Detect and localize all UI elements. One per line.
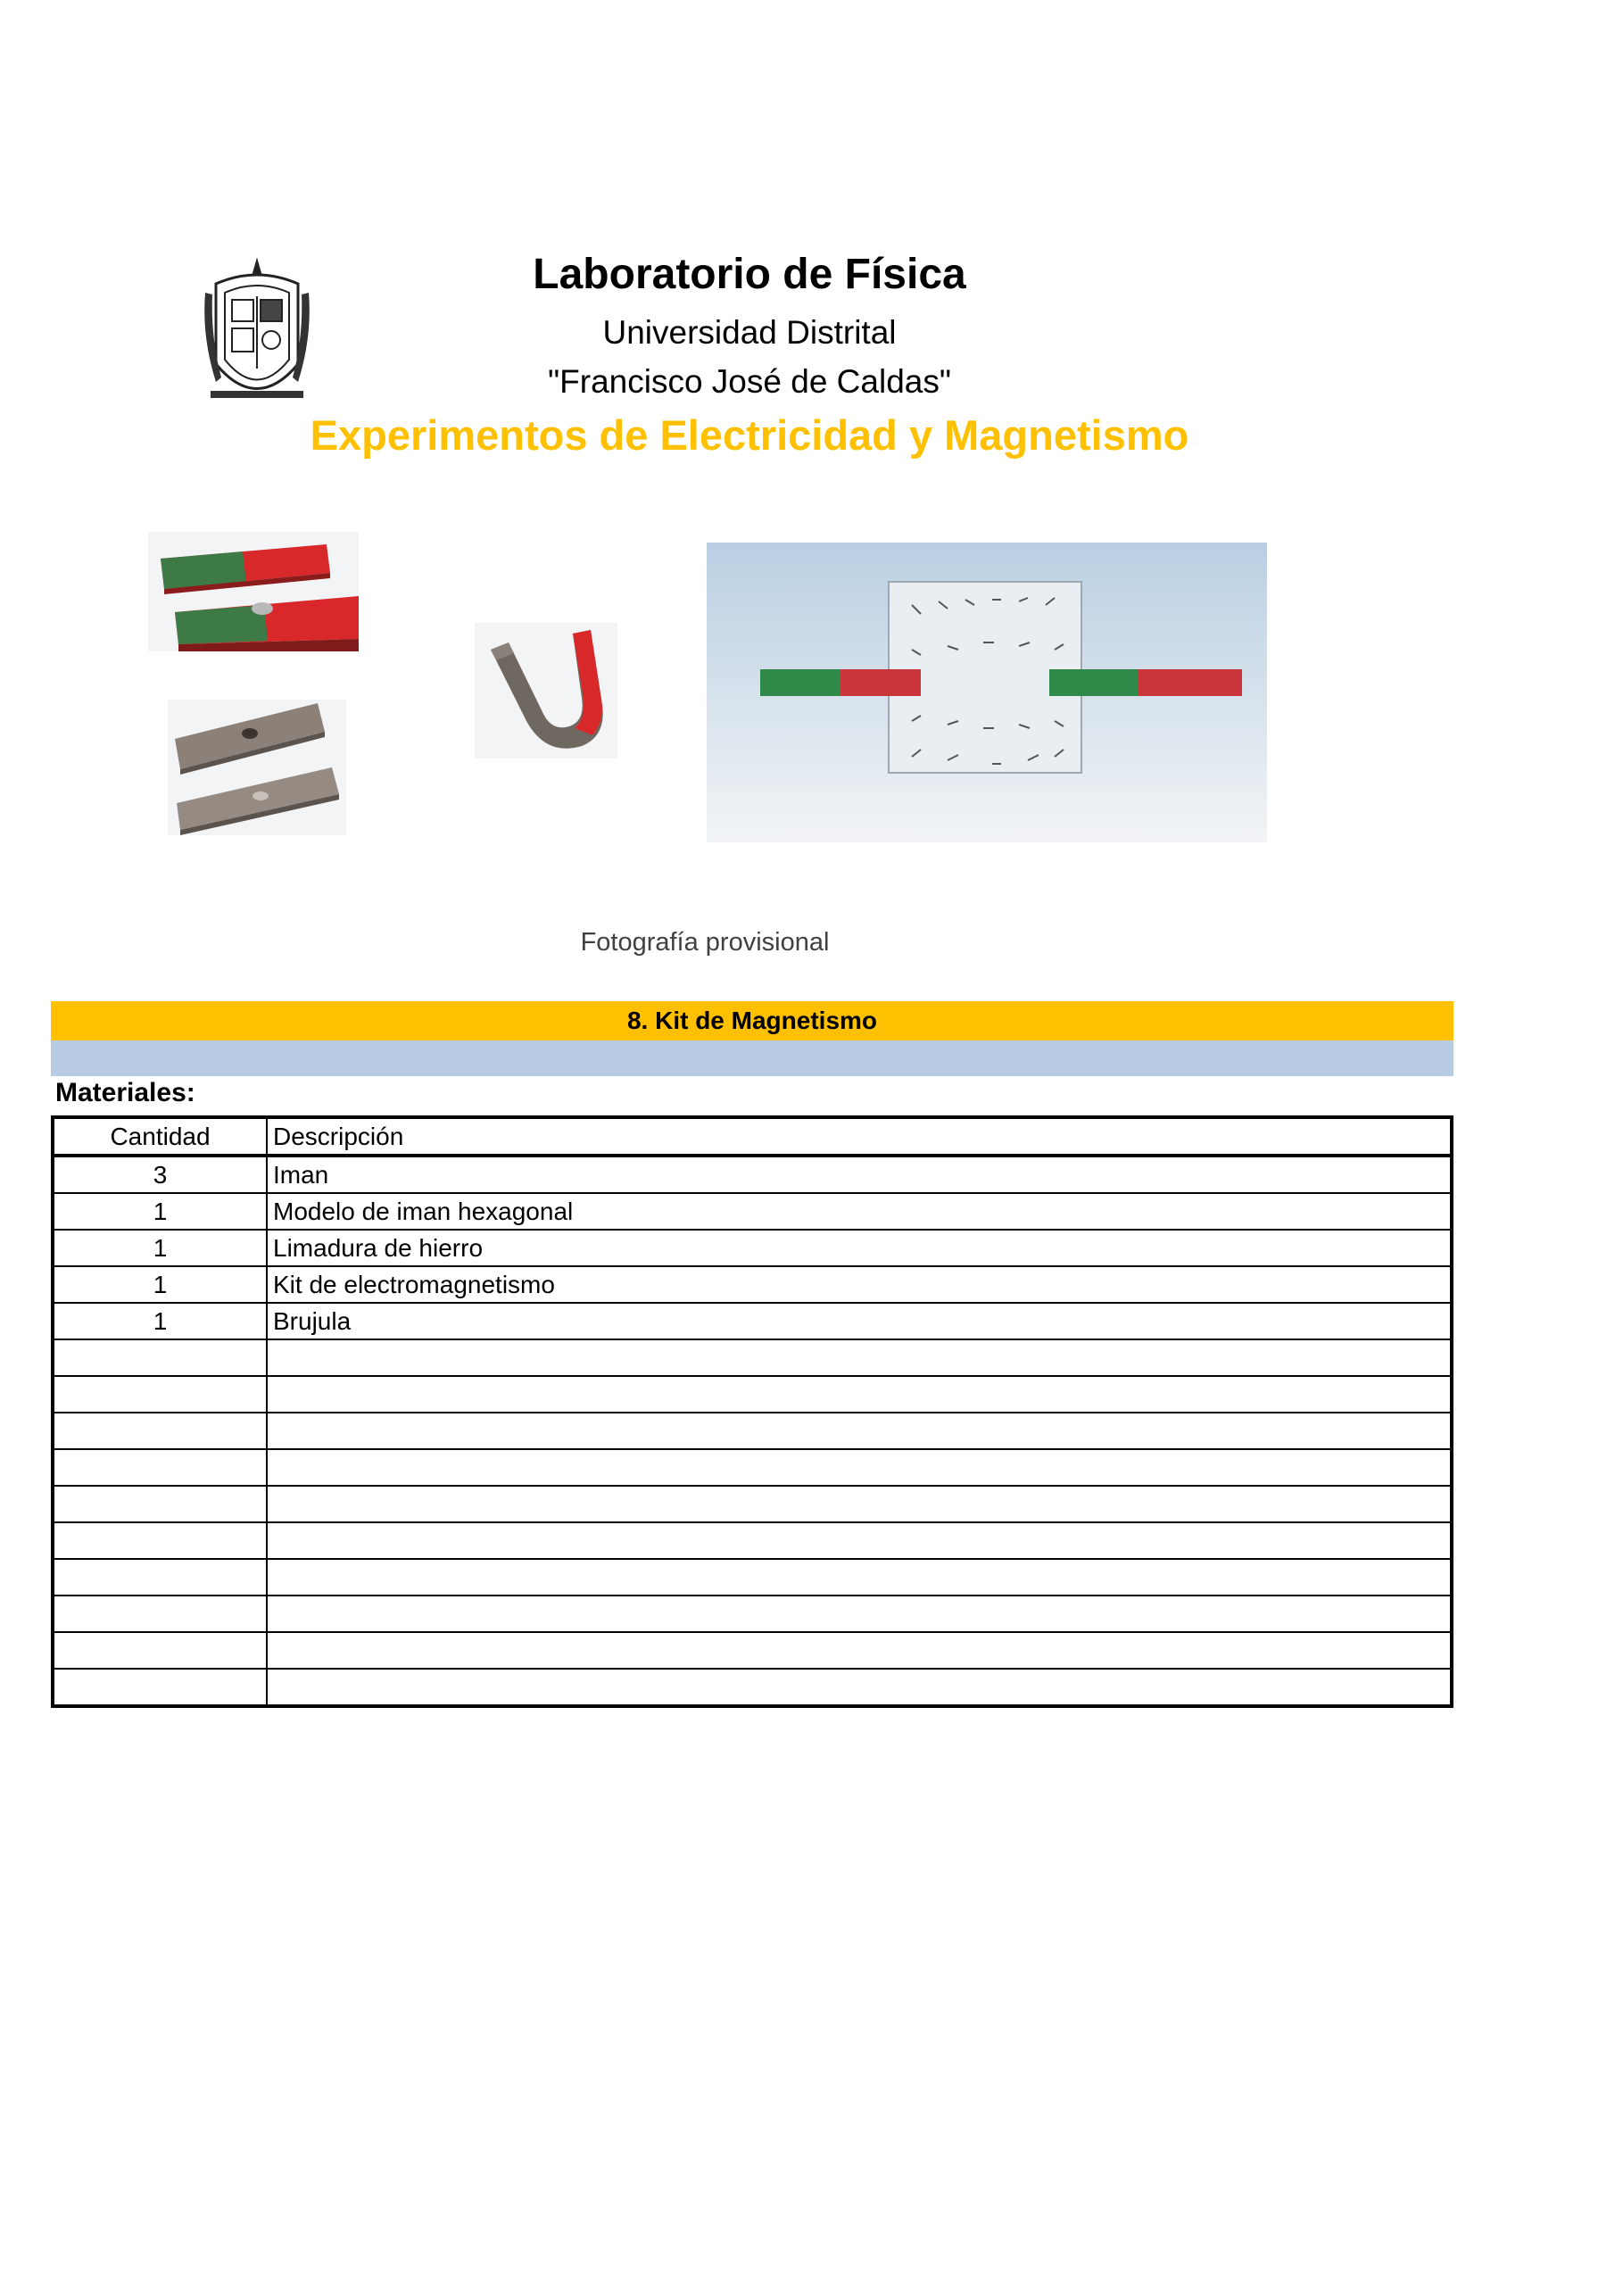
quantity-cell: 1 <box>53 1266 267 1303</box>
materials-table <box>51 1115 1453 1708</box>
description-cell <box>267 1339 1452 1376</box>
quantity-cell: 1 <box>53 1230 267 1266</box>
table-row <box>53 1559 1452 1596</box>
kit-title: 8. Kit de Magnetismo <box>626 1007 878 1034</box>
blue-band <box>51 1040 1453 1076</box>
description-cell: Brujula <box>267 1303 1452 1339</box>
table-row <box>53 1449 1452 1486</box>
column-header-description: Descripción <box>267 1117 1452 1156</box>
photo-caption: Fotografía provisional <box>580 928 830 957</box>
table-row <box>53 1413 1452 1449</box>
university-label: Universidad Distrital <box>602 314 897 351</box>
description-cell <box>267 1596 1452 1632</box>
table-row <box>53 1632 1452 1669</box>
description-cell <box>267 1449 1452 1486</box>
quantity-cell <box>53 1486 267 1522</box>
quantity-cell <box>53 1413 267 1449</box>
steel-plates-photo <box>168 700 346 835</box>
description-cell <box>267 1632 1452 1669</box>
table-header-row <box>53 1117 1452 1156</box>
description-cell: Modelo de iman hexagonal <box>267 1193 1452 1230</box>
quantity-cell <box>53 1632 267 1669</box>
quantity-cell <box>53 1522 267 1559</box>
quantity-cell <box>53 1559 267 1596</box>
table-row <box>53 1193 1452 1230</box>
quantity-cell <box>53 1669 267 1706</box>
experiment-title: Experimentos de Electricidad y Magnetismo <box>310 411 1189 459</box>
table-row <box>53 1486 1452 1522</box>
quantity-cell: 3 <box>53 1156 267 1193</box>
table-row <box>53 1156 1452 1193</box>
university-seal-logo <box>198 257 316 418</box>
table-row <box>53 1303 1452 1339</box>
university-name: "Francisco José de Caldas" <box>548 363 951 400</box>
description-cell: Kit de electromagnetismo <box>267 1266 1452 1303</box>
table-row <box>53 1266 1452 1303</box>
description-cell <box>267 1486 1452 1522</box>
table-row <box>53 1376 1452 1413</box>
quantity-cell <box>53 1449 267 1486</box>
description-cell <box>267 1522 1452 1559</box>
quantity-cell: 1 <box>53 1303 267 1339</box>
description-cell <box>267 1669 1452 1706</box>
description-cell <box>267 1413 1452 1449</box>
bar-magnets-photo <box>148 532 359 651</box>
kit-title-bar <box>51 1001 1453 1040</box>
materials-label: Materiales: <box>55 1078 195 1107</box>
description-cell <box>267 1376 1452 1413</box>
table-row <box>53 1230 1452 1266</box>
quantity-cell <box>53 1376 267 1413</box>
quantity-cell: 1 <box>53 1193 267 1230</box>
description-cell: Iman <box>267 1156 1452 1193</box>
column-header-quantity: Cantidad <box>53 1117 267 1156</box>
table-row <box>53 1522 1452 1559</box>
description-cell: Limadura de hierro <box>267 1230 1452 1266</box>
quantity-cell <box>53 1339 267 1376</box>
page-title: Laboratorio de Física <box>533 251 966 298</box>
table-row <box>53 1669 1452 1706</box>
table-row <box>53 1596 1452 1632</box>
table-row <box>53 1339 1452 1376</box>
horseshoe-magnet-photo <box>475 623 617 758</box>
description-cell <box>267 1559 1452 1596</box>
quantity-cell <box>53 1596 267 1632</box>
magnetic-field-demo-photo <box>707 543 1267 842</box>
